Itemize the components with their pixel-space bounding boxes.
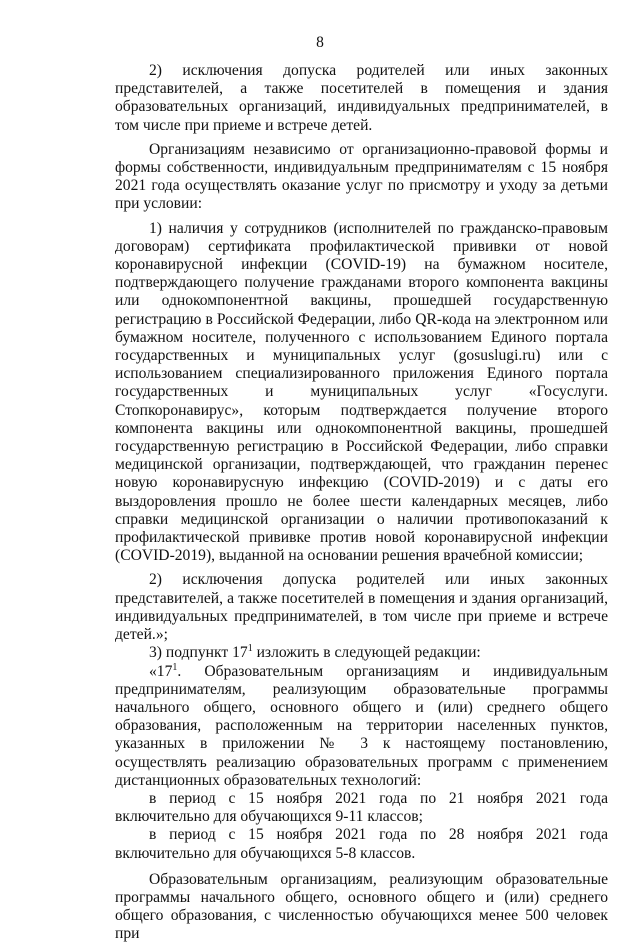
subpoint-superscript: 1 xyxy=(247,643,253,655)
paragraph-parent-access-exclusion: 2) исключения допуска родителей или иных законных представителей, а также посетителей в помещения и здания образовательных организаций, индивидуальных предпринимателей, в том числе при приеме и встрече детей. xyxy=(115,62,608,134)
document-body xyxy=(115,62,608,944)
paragraph-vaccination-certificate-requirement: 1) наличия у сотрудников (исполнителей по гражданско-правовым договорам) сертификата профилактической прививки от новой коронавирусной инфекции (COVID-19) на бумажном носителе, подтверждающего получение гражданами второго компонента вакцины или однокомпонентной вакцины, прошедшей государственную регистрацию в Российской Федерации, либо QR-кода на электронном или бумажном носителе, полученного с использованием Единого портала государственных и муниципальных услуг (gosuslugi.ru) или с использованием специализированного приложения Единого портала государственных и муниципальных услуг «Госуслуги. Стопкоронавирус», которым подтверждается получение второго компонента вакцины или однокомпонентной вакцины, прошедшей государственную регистрацию в Российской Федерации, либо справки медицинской организации, подтверждающей, что гражданин перенес новую коронавирусную инфекцию (COVID-2019) и с даты его выздоровления прошло не более шести календарных месяцев, либо справки медицинской организации о наличии противопоказаний к профилактической прививке против новой коронавирусной инфекции (COVID-2019), выданной на основании решения врачебной комиссии; xyxy=(115,219,608,565)
clause-open: «17 xyxy=(149,662,173,680)
clause-superscript: 1 xyxy=(172,661,178,673)
paragraph-period-grades-9-11: в период с 15 ноября 2021 года по 21 ноября 2021 года включительно для обучающихся 9-11 классов; xyxy=(115,789,608,826)
paragraph-clause-distance-learning xyxy=(115,663,608,790)
paragraph-period-grades-5-8: в период с 15 ноября 2021 года по 28 ноября 2021 года включительно для обучающихся 5-8 классов. xyxy=(115,826,608,862)
page-number: 8 xyxy=(316,34,324,51)
clause-tail: . Образовательным организациям и индивидуальным предпринимателям, реализующим образовательные программы начального общего, основного общего и (или) среднего общего образования, расположенным на территории населенных пунктов, указанных в приложении № 3 к настоящему постановлению, осуществлять реализацию образовательных программ с применением дистанционных образовательных технологий: xyxy=(115,662,608,789)
subpoint-tail: изложить в следующей редакции: xyxy=(252,644,481,662)
paragraph-small-schools: Образовательным организациям, реализующим образовательные программы начального общего, основного общего и (или) среднего общего образования, с численностью обучающихся менее 500 человек при xyxy=(115,870,608,943)
paragraph-parent-access-exclusion-organizations: 2) исключения допуска родителей или иных законных представителей, а также посетителей в помещения и здания организаций, индивидуальных предпринимателей, в том числе при приеме и встрече детей.»; xyxy=(115,571,608,644)
subpoint-lead: 3) подпункт 17 xyxy=(149,644,248,662)
paragraph-childcare-services-conditions: Организациям независимо от организационно-правовой формы и формы собственности, индивидуальным предпринимателям с 15 ноября 2021 года осуществлять оказание услуг по присмотру и уходу за детьми при условии: xyxy=(115,140,608,213)
paragraph-subpoint-amendment xyxy=(115,644,608,662)
